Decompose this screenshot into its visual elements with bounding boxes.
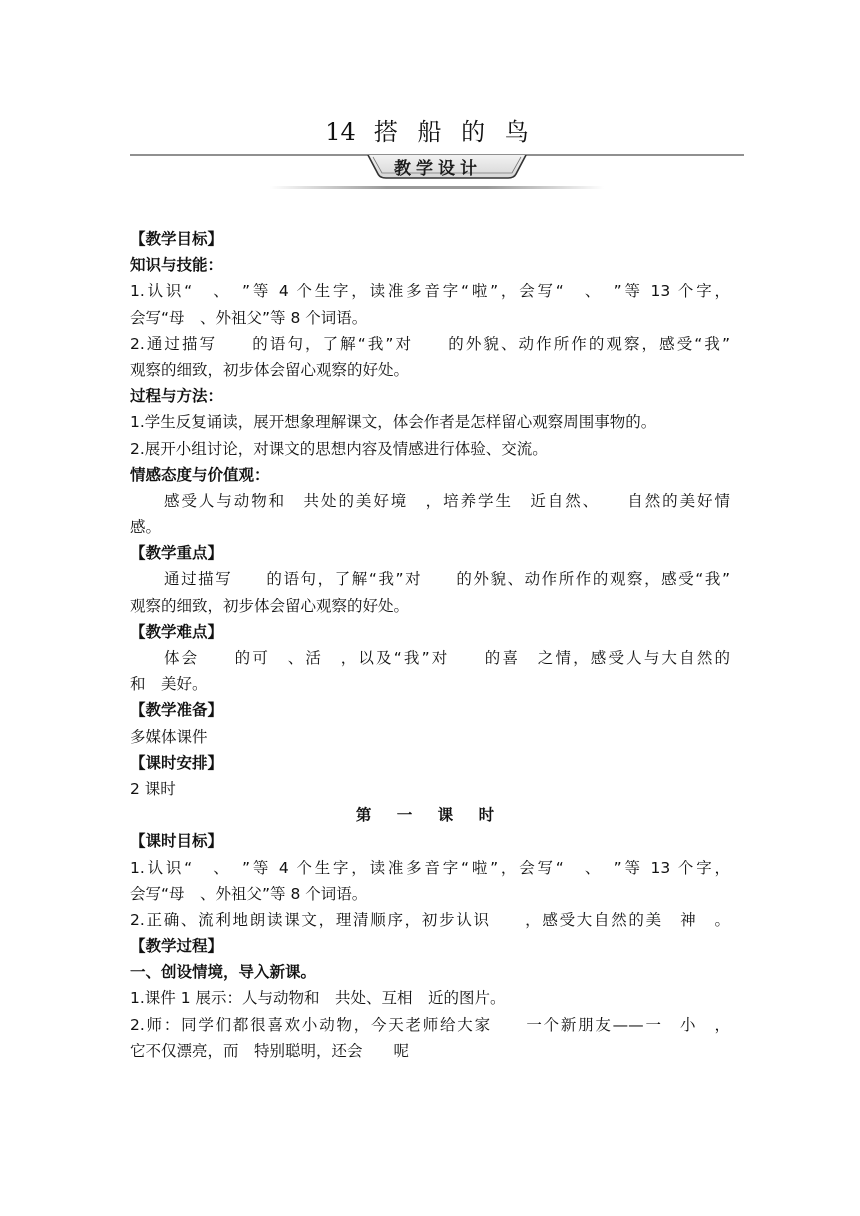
text-line: 2.正确、流利地朗读课文，理清顺序，初步认识 ，感受大自然的美 神 。	[130, 910, 730, 929]
text-line: 1.认识“ 、 ”等 4 个生字，读准多音字“啦”，会写“ 、 ”等 13 个字，	[130, 282, 730, 301]
session-heading: 第 一 课 时	[355, 806, 505, 825]
section-heading: 情感态度与价值观：	[130, 465, 270, 484]
text-line: 2 课时	[130, 779, 176, 798]
text-line: 1.认识“ 、 ”等 4 个生字，读准多音字“啦”，会写“ 、 ”等 13 个字，	[130, 858, 730, 877]
text-line: 1.课件 1 展示：人与动物和 共处、互相 近的图片。	[130, 989, 506, 1008]
section-heading: 【教学重点】	[130, 544, 224, 563]
section-heading: 【教学目标】	[130, 230, 224, 248]
text-line: 它不仅漂亮，而 特别聪明，还会 呢	[130, 1041, 410, 1060]
text-line: 2.通过描写 的语句，了解“我”对 的外貌、动作所作的观察，感受“我”	[130, 334, 730, 353]
section-banner	[130, 148, 744, 196]
section-heading: 【教学难点】	[130, 622, 224, 641]
section-heading: 【课时安排】	[130, 753, 224, 772]
banner-label: 教学设计	[394, 159, 482, 179]
section-heading: 知识与技能：	[130, 256, 224, 275]
section-heading: 【教学过程】	[130, 937, 224, 956]
text-line: 2.师：同学们都很喜欢小动物，今天老师给大家 一个新朋友——一 小 ，	[130, 1015, 730, 1034]
lesson-number: 14	[325, 118, 356, 146]
lesson-title	[0, 112, 860, 147]
text-line: 会写“母 、外祖父”等 8 个词语。	[130, 308, 368, 327]
text-line: 感受人与动物和 共处的美好境 ，培养学生 近自然、 自然的美好情	[164, 491, 730, 510]
text-line: 多媒体课件	[130, 727, 208, 746]
section-heading: 一、创设情境，导入新课。	[130, 963, 317, 982]
section-heading: 【教学准备】	[130, 701, 224, 720]
text-line: 观察的细致，初步体会留心观察的好处。	[130, 596, 410, 615]
section-heading: 过程与方法：	[130, 387, 224, 406]
text-line: 和 美好。	[130, 675, 208, 694]
text-line: 观察的细致，初步体会留心观察的好处。	[130, 360, 410, 379]
section-heading: 【课时目标】	[130, 832, 224, 851]
text-line: 1.学生反复诵读，展开想象理解课文，体会作者是怎样留心观察周围事物的。	[130, 413, 657, 432]
text-line: 通过描写 的语句，了解“我”对 的外貌、动作所作的观察，感受“我”	[164, 570, 730, 589]
document-body	[130, 226, 730, 1064]
text-line: 2.展开小组讨论，对课文的思想内容及情感进行体验、交流。	[130, 439, 548, 458]
text-line: 感。	[130, 518, 162, 537]
text-line: 会写“母 、外祖父”等 8 个词语。	[130, 884, 368, 903]
text-line: 体会 的可 、活 ，以及“我”对 的喜 之情，感受人与大自然的	[164, 649, 730, 667]
lesson-name: 搭 船 的 鸟	[373, 118, 535, 146]
